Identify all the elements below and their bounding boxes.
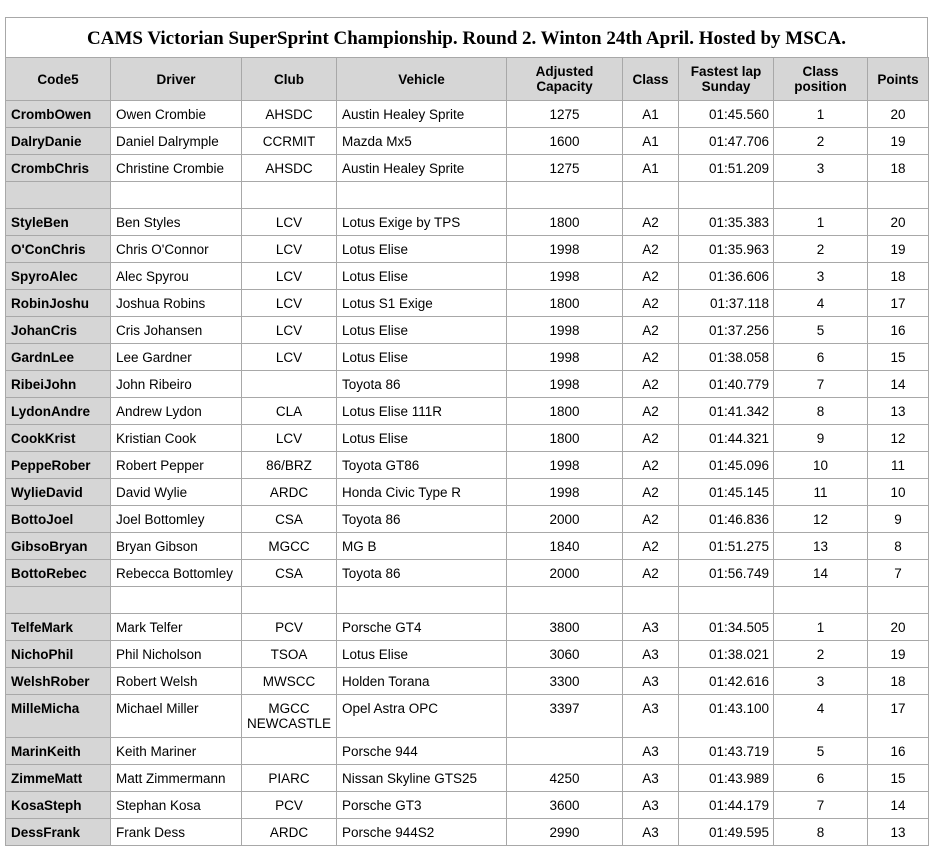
empty-cell [868, 587, 929, 614]
cell-points: 10 [868, 479, 929, 506]
cell-club [242, 371, 337, 398]
cell-code: GardnLee [6, 344, 111, 371]
spacer-row [6, 587, 929, 614]
cell-capacity: 3600 [507, 792, 623, 819]
cell-points: 15 [868, 765, 929, 792]
cell-class: A2 [623, 452, 679, 479]
cell-capacity [507, 738, 623, 765]
cell-code: RobinJoshu [6, 290, 111, 317]
table-row [6, 738, 929, 765]
cell-position: 7 [774, 792, 868, 819]
cell-driver: Christine Crombie [111, 155, 242, 182]
cell-position: 2 [774, 236, 868, 263]
cell-points: 16 [868, 738, 929, 765]
cell-capacity: 1800 [507, 425, 623, 452]
cell-position: 4 [774, 695, 868, 738]
empty-cell [111, 182, 242, 209]
cell-vehicle: Porsche 944 [337, 738, 507, 765]
table-row [6, 371, 929, 398]
cell-position: 2 [774, 641, 868, 668]
empty-cell [6, 182, 111, 209]
cell-points: 11 [868, 452, 929, 479]
cell-lap: 01:34.505 [679, 614, 774, 641]
empty-cell [111, 587, 242, 614]
cell-code: MilleMicha [6, 695, 111, 738]
cell-position: 3 [774, 155, 868, 182]
cell-club: LCV [242, 263, 337, 290]
cell-capacity: 4250 [507, 765, 623, 792]
cell-code: PeppeRober [6, 452, 111, 479]
cell-driver: Alec Spyrou [111, 263, 242, 290]
cell-club: CSA [242, 560, 337, 587]
header-position-line2: position [794, 79, 847, 94]
cell-club: MGCC [242, 533, 337, 560]
cell-capacity: 1600 [507, 128, 623, 155]
table-row [6, 695, 929, 738]
cell-code: CookKrist [6, 425, 111, 452]
cell-lap: 01:43.989 [679, 765, 774, 792]
cell-code: DalryDanie [6, 128, 111, 155]
cell-driver: John Ribeiro [111, 371, 242, 398]
table-row [6, 479, 929, 506]
cell-code: StyleBen [6, 209, 111, 236]
cell-lap: 01:44.179 [679, 792, 774, 819]
cell-lap: 01:42.616 [679, 668, 774, 695]
cell-vehicle: Lotus Exige by TPS [337, 209, 507, 236]
cell-points: 20 [868, 209, 929, 236]
cell-code: NichoPhil [6, 641, 111, 668]
cell-club: LCV [242, 209, 337, 236]
cell-vehicle: Opel Astra OPC [337, 695, 507, 738]
cell-class: A3 [623, 695, 679, 738]
cell-driver: Owen Crombie [111, 101, 242, 128]
cell-club: PCV [242, 792, 337, 819]
table-row [6, 209, 929, 236]
cell-class: A2 [623, 398, 679, 425]
page-title: CAMS Victorian SuperSprint Championship. Round 2. Winton 24th April. Hosted by MSCA. [5, 17, 928, 57]
table-row [6, 101, 929, 128]
cell-driver: Mark Telfer [111, 614, 242, 641]
header-points: Points [868, 58, 929, 101]
table-body [6, 101, 929, 846]
cell-points: 18 [868, 263, 929, 290]
table-row [6, 290, 929, 317]
cell-driver: Kristian Cook [111, 425, 242, 452]
cell-driver: Chris O'Connor [111, 236, 242, 263]
header-driver: Driver [111, 58, 242, 101]
cell-vehicle: Porsche 944S2 [337, 819, 507, 846]
cell-club: TSOA [242, 641, 337, 668]
cell-class: A1 [623, 155, 679, 182]
cell-capacity: 1998 [507, 317, 623, 344]
cell-points: 19 [868, 236, 929, 263]
cell-points: 7 [868, 560, 929, 587]
cell-points: 12 [868, 425, 929, 452]
cell-code: WylieDavid [6, 479, 111, 506]
cell-vehicle: Lotus Elise [337, 425, 507, 452]
cell-capacity: 1840 [507, 533, 623, 560]
table-row [6, 155, 929, 182]
cell-driver: Keith Mariner [111, 738, 242, 765]
cell-position: 6 [774, 344, 868, 371]
table-row [6, 819, 929, 846]
cell-class: A2 [623, 317, 679, 344]
cell-position: 3 [774, 668, 868, 695]
header-capacity-line1: Adjusted [535, 64, 594, 79]
cell-code: LydonAndre [6, 398, 111, 425]
cell-vehicle: MG B [337, 533, 507, 560]
header-position [774, 58, 868, 101]
cell-vehicle: Lotus Elise [337, 263, 507, 290]
cell-vehicle: Austin Healey Sprite [337, 101, 507, 128]
cell-position: 6 [774, 765, 868, 792]
header-club: Club [242, 58, 337, 101]
cell-class: A2 [623, 371, 679, 398]
empty-cell [6, 587, 111, 614]
cell-code: BottoRebec [6, 560, 111, 587]
cell-points: 19 [868, 641, 929, 668]
cell-capacity: 1800 [507, 290, 623, 317]
empty-cell [242, 587, 337, 614]
cell-lap: 01:51.275 [679, 533, 774, 560]
cell-code: MarinKeith [6, 738, 111, 765]
cell-driver: Frank Dess [111, 819, 242, 846]
cell-vehicle: Toyota GT86 [337, 452, 507, 479]
cell-lap: 01:38.058 [679, 344, 774, 371]
header-class: Class [623, 58, 679, 101]
cell-points: 14 [868, 792, 929, 819]
cell-capacity: 1998 [507, 236, 623, 263]
cell-club: CSA [242, 506, 337, 533]
table-row [6, 668, 929, 695]
header-lap [679, 58, 774, 101]
results-table [5, 57, 929, 846]
header-capacity-line2: Capacity [536, 79, 593, 94]
cell-capacity: 2990 [507, 819, 623, 846]
cell-club: MGCC NEWCASTLE [242, 695, 337, 738]
cell-code: CrombChris [6, 155, 111, 182]
cell-position: 9 [774, 425, 868, 452]
cell-driver: Lee Gardner [111, 344, 242, 371]
cell-lap: 01:43.100 [679, 695, 774, 738]
cell-capacity: 1998 [507, 452, 623, 479]
spacer-row [6, 182, 929, 209]
cell-lap: 01:36.606 [679, 263, 774, 290]
cell-class: A3 [623, 668, 679, 695]
table-row [6, 560, 929, 587]
cell-lap: 01:56.749 [679, 560, 774, 587]
cell-club: ARDC [242, 479, 337, 506]
cell-class: A3 [623, 792, 679, 819]
cell-vehicle: Holden Torana [337, 668, 507, 695]
cell-lap: 01:40.779 [679, 371, 774, 398]
table-row [6, 452, 929, 479]
cell-capacity: 3800 [507, 614, 623, 641]
table-row [6, 506, 929, 533]
cell-driver: Joel Bottomley [111, 506, 242, 533]
cell-club: PCV [242, 614, 337, 641]
cell-code: O'ConChris [6, 236, 111, 263]
cell-driver: Phil Nicholson [111, 641, 242, 668]
cell-vehicle: Nissan Skyline GTS25 [337, 765, 507, 792]
cell-lap: 01:47.706 [679, 128, 774, 155]
table-row [6, 614, 929, 641]
cell-vehicle: Toyota 86 [337, 560, 507, 587]
cell-capacity: 1998 [507, 263, 623, 290]
cell-vehicle: Mazda Mx5 [337, 128, 507, 155]
empty-cell [623, 587, 679, 614]
cell-club: LCV [242, 425, 337, 452]
cell-capacity: 1800 [507, 209, 623, 236]
cell-driver: Robert Pepper [111, 452, 242, 479]
cell-class: A2 [623, 506, 679, 533]
cell-capacity: 2000 [507, 506, 623, 533]
empty-cell [774, 587, 868, 614]
cell-driver: Michael Miller [111, 695, 242, 738]
cell-capacity: 1998 [507, 371, 623, 398]
cell-lap: 01:49.595 [679, 819, 774, 846]
cell-lap: 01:38.021 [679, 641, 774, 668]
cell-points: 13 [868, 819, 929, 846]
cell-driver: Matt Zimmermann [111, 765, 242, 792]
table-row [6, 344, 929, 371]
cell-capacity: 1998 [507, 479, 623, 506]
cell-vehicle: Lotus Elise [337, 641, 507, 668]
table-row [6, 533, 929, 560]
cell-vehicle: Austin Healey Sprite [337, 155, 507, 182]
cell-position: 8 [774, 398, 868, 425]
cell-code: JohanCris [6, 317, 111, 344]
cell-club: AHSDC [242, 155, 337, 182]
cell-club: LCV [242, 344, 337, 371]
cell-lap: 01:45.560 [679, 101, 774, 128]
cell-code: DessFrank [6, 819, 111, 846]
cell-points: 18 [868, 668, 929, 695]
cell-points: 8 [868, 533, 929, 560]
cell-class: A1 [623, 128, 679, 155]
cell-position: 11 [774, 479, 868, 506]
cell-position: 14 [774, 560, 868, 587]
cell-position: 13 [774, 533, 868, 560]
cell-lap: 01:45.096 [679, 452, 774, 479]
cell-code: TelfeMark [6, 614, 111, 641]
empty-cell [679, 182, 774, 209]
cell-capacity: 3060 [507, 641, 623, 668]
cell-driver: Cris Johansen [111, 317, 242, 344]
empty-cell [774, 182, 868, 209]
cell-class: A3 [623, 641, 679, 668]
cell-club: MWSCC [242, 668, 337, 695]
cell-position: 3 [774, 263, 868, 290]
cell-vehicle: Toyota 86 [337, 506, 507, 533]
cell-points: 14 [868, 371, 929, 398]
header-row [6, 58, 929, 101]
cell-class: A2 [623, 560, 679, 587]
empty-cell [507, 587, 623, 614]
cell-lap: 01:45.145 [679, 479, 774, 506]
cell-driver: David Wylie [111, 479, 242, 506]
cell-capacity: 3397 [507, 695, 623, 738]
cell-capacity: 2000 [507, 560, 623, 587]
cell-code: RibeiJohn [6, 371, 111, 398]
cell-club: LCV [242, 290, 337, 317]
cell-class: A2 [623, 344, 679, 371]
empty-cell [242, 182, 337, 209]
cell-club: LCV [242, 317, 337, 344]
cell-code: SpyroAlec [6, 263, 111, 290]
cell-position: 1 [774, 614, 868, 641]
table-row [6, 236, 929, 263]
cell-lap: 01:46.836 [679, 506, 774, 533]
header-capacity [507, 58, 623, 101]
table-row [6, 792, 929, 819]
cell-position: 5 [774, 738, 868, 765]
table-row [6, 398, 929, 425]
cell-driver: Joshua Robins [111, 290, 242, 317]
cell-class: A3 [623, 819, 679, 846]
cell-vehicle: Lotus Elise [337, 317, 507, 344]
header-position-line1: Class [802, 64, 839, 79]
cell-class: A2 [623, 425, 679, 452]
cell-points: 13 [868, 398, 929, 425]
cell-points: 20 [868, 101, 929, 128]
cell-position: 7 [774, 371, 868, 398]
cell-vehicle: Porsche GT3 [337, 792, 507, 819]
cell-class: A2 [623, 263, 679, 290]
empty-cell [623, 182, 679, 209]
cell-class: A1 [623, 101, 679, 128]
cell-points: 9 [868, 506, 929, 533]
cell-lap: 01:35.383 [679, 209, 774, 236]
cell-points: 20 [868, 614, 929, 641]
cell-points: 18 [868, 155, 929, 182]
cell-vehicle: Toyota 86 [337, 371, 507, 398]
cell-capacity: 1998 [507, 344, 623, 371]
cell-position: 4 [774, 290, 868, 317]
cell-class: A2 [623, 209, 679, 236]
cell-code: ZimmeMatt [6, 765, 111, 792]
cell-points: 17 [868, 695, 929, 738]
cell-position: 1 [774, 101, 868, 128]
cell-driver: Daniel Dalrymple [111, 128, 242, 155]
cell-capacity: 1275 [507, 101, 623, 128]
cell-club: AHSDC [242, 101, 337, 128]
cell-club [242, 738, 337, 765]
cell-class: A2 [623, 236, 679, 263]
empty-cell [679, 587, 774, 614]
cell-class: A2 [623, 479, 679, 506]
empty-cell [337, 587, 507, 614]
cell-vehicle: Lotus S1 Exige [337, 290, 507, 317]
cell-lap: 01:51.209 [679, 155, 774, 182]
cell-driver: Bryan Gibson [111, 533, 242, 560]
cell-points: 16 [868, 317, 929, 344]
cell-driver: Andrew Lydon [111, 398, 242, 425]
header-code: Code5 [6, 58, 111, 101]
header-lap-line2: Sunday [701, 79, 751, 94]
cell-capacity: 3300 [507, 668, 623, 695]
cell-capacity: 1275 [507, 155, 623, 182]
cell-driver: Robert Welsh [111, 668, 242, 695]
cell-lap: 01:35.963 [679, 236, 774, 263]
cell-class: A2 [623, 533, 679, 560]
cell-vehicle: Honda Civic Type R [337, 479, 507, 506]
cell-position: 5 [774, 317, 868, 344]
cell-capacity: 1800 [507, 398, 623, 425]
cell-position: 10 [774, 452, 868, 479]
empty-cell [507, 182, 623, 209]
empty-cell [337, 182, 507, 209]
cell-lap: 01:37.256 [679, 317, 774, 344]
cell-position: 2 [774, 128, 868, 155]
cell-lap: 01:44.321 [679, 425, 774, 452]
header-lap-line1: Fastest lap [690, 64, 762, 79]
cell-position: 1 [774, 209, 868, 236]
table-row [6, 425, 929, 452]
cell-code: GibsoBryan [6, 533, 111, 560]
header-vehicle: Vehicle [337, 58, 507, 101]
cell-vehicle: Lotus Elise [337, 236, 507, 263]
cell-lap: 01:41.342 [679, 398, 774, 425]
cell-position: 8 [774, 819, 868, 846]
results-sheet [5, 17, 928, 846]
cell-code: KosaSteph [6, 792, 111, 819]
table-row [6, 128, 929, 155]
cell-class: A3 [623, 738, 679, 765]
cell-lap: 01:37.118 [679, 290, 774, 317]
cell-driver: Rebecca Bottomley [111, 560, 242, 587]
cell-code: WelshRober [6, 668, 111, 695]
cell-club: CLA [242, 398, 337, 425]
cell-club: 86/BRZ [242, 452, 337, 479]
cell-vehicle: Porsche GT4 [337, 614, 507, 641]
cell-class: A3 [623, 614, 679, 641]
cell-points: 17 [868, 290, 929, 317]
cell-vehicle: Lotus Elise [337, 344, 507, 371]
table-row [6, 765, 929, 792]
table-row [6, 317, 929, 344]
cell-points: 19 [868, 128, 929, 155]
cell-club: PIARC [242, 765, 337, 792]
cell-class: A2 [623, 290, 679, 317]
cell-position: 12 [774, 506, 868, 533]
table-row [6, 641, 929, 668]
cell-club: ARDC [242, 819, 337, 846]
cell-lap: 01:43.719 [679, 738, 774, 765]
cell-code: CrombOwen [6, 101, 111, 128]
cell-vehicle: Lotus Elise 111R [337, 398, 507, 425]
cell-driver: Ben Styles [111, 209, 242, 236]
empty-cell [868, 182, 929, 209]
cell-points: 15 [868, 344, 929, 371]
cell-club: CCRMIT [242, 128, 337, 155]
cell-code: BottoJoel [6, 506, 111, 533]
cell-class: A3 [623, 765, 679, 792]
cell-driver: Stephan Kosa [111, 792, 242, 819]
table-row [6, 263, 929, 290]
cell-club: LCV [242, 236, 337, 263]
